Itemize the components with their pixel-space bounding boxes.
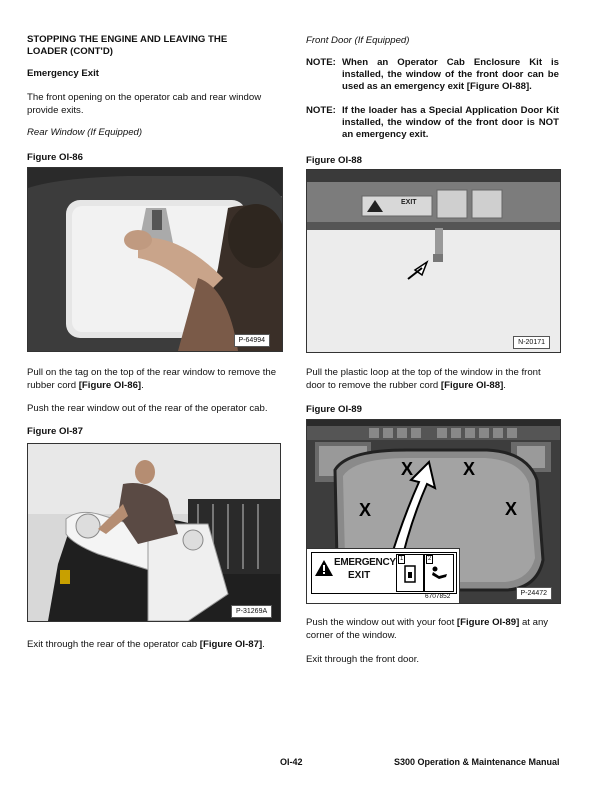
figure-reference: [Figure OI-89] — [456, 617, 520, 628]
figure-oi-87-photo — [27, 443, 281, 622]
paragraph-text: Pull on the tag on the top of the rear window to remove the rubber cord — [27, 367, 277, 391]
foot-kick-icon — [429, 564, 449, 584]
figure-label: Figure OI-86 — [27, 152, 83, 163]
corner-mark-x: X — [401, 459, 414, 479]
manual-title: S300 Operation & Maintenance Manual — [394, 757, 560, 767]
pull-loop-paragraph — [306, 366, 561, 392]
intro-paragraph: The front opening on the operator cab and rear window provide exits. — [27, 92, 262, 116]
paragraph-end: . — [262, 639, 265, 650]
decal-exit-text: EXIT — [348, 570, 371, 581]
paragraph-end: . — [503, 380, 506, 391]
note-label: NOTE: — [306, 57, 336, 68]
exit-front-paragraph: Exit through the front door. — [306, 654, 420, 665]
decal-part-number: 6707852 — [425, 593, 451, 600]
figure-oi-89-photo — [306, 419, 561, 604]
paragraph-text: Push the window out with your foot — [306, 617, 457, 628]
corner-mark-x: X — [463, 459, 476, 479]
window-push-icon — [403, 564, 417, 584]
figure-oi-88-photo — [306, 169, 561, 353]
decal-number-1: 1 — [400, 556, 404, 562]
exit-rear-paragraph — [27, 638, 287, 651]
figure-label: Figure OI-87 — [27, 426, 83, 437]
corner-mark-x: X — [359, 500, 372, 520]
figure-label: Figure OI-89 — [306, 404, 362, 415]
figure-oi-86-photo — [27, 167, 283, 352]
figure-code: P-31269A — [231, 605, 272, 618]
figure-reference: [Figure OI-86] — [78, 380, 142, 391]
paragraph-end: . — [141, 380, 144, 391]
figure-code: P-24472 — [516, 587, 552, 600]
paragraph-text: Pull the plastic loop at the top of the window in the front door to remove the rubber cord — [306, 367, 541, 391]
note-label: NOTE: — [306, 105, 336, 116]
page-number: OI-42 — [280, 757, 303, 767]
note-operator-cab — [306, 57, 559, 97]
decal-panel-1 — [396, 554, 424, 592]
pull-tag-paragraph — [27, 366, 282, 392]
decal-number-2: 2 — [428, 556, 432, 562]
figure-code: P-64994 — [234, 334, 270, 347]
decal-inner — [311, 552, 457, 594]
figure-reference: [Figure OI-88] — [440, 380, 504, 391]
figure-code: N-20171 — [513, 336, 550, 349]
exit-decal-text: EXIT — [401, 199, 417, 206]
corner-mark-x: X — [505, 499, 518, 519]
decal-panel-2 — [424, 554, 454, 592]
paragraph-end: at any corner of the window. — [306, 617, 549, 641]
decal-emergency-text: EMERGENCY — [334, 557, 396, 568]
push-window-paragraph: Push the rear window out of the rear of the operator cab. — [27, 403, 268, 414]
warning-triangle-icon — [314, 559, 334, 577]
paragraph-text: Exit through the rear of the operator cab — [27, 639, 200, 650]
figure-reference: [Figure OI-87] — [199, 639, 263, 650]
push-foot-paragraph — [306, 616, 561, 642]
emergency-exit-heading: Emergency Exit — [27, 68, 99, 79]
rear-window-label: Rear Window (If Equipped) — [27, 127, 143, 138]
note-text: When an Operator Cab Enclosure Kit is installed, the window of the front door can be used as an emergency exit [Figure OI-88]. — [342, 57, 559, 92]
note-text: If the loader has a Special Application Door Kit installed, the window of the front door is NOT an emergency exit. — [342, 105, 559, 140]
note-special-door — [306, 105, 559, 145]
section-heading: STOPPING THE ENGINE AND LEAVING THE LOADER (CONT'D) — [27, 34, 228, 57]
figure-label: Figure OI-88 — [306, 155, 362, 166]
emergency-exit-decal — [306, 548, 460, 604]
front-door-label: Front Door (If Equipped) — [306, 35, 410, 46]
